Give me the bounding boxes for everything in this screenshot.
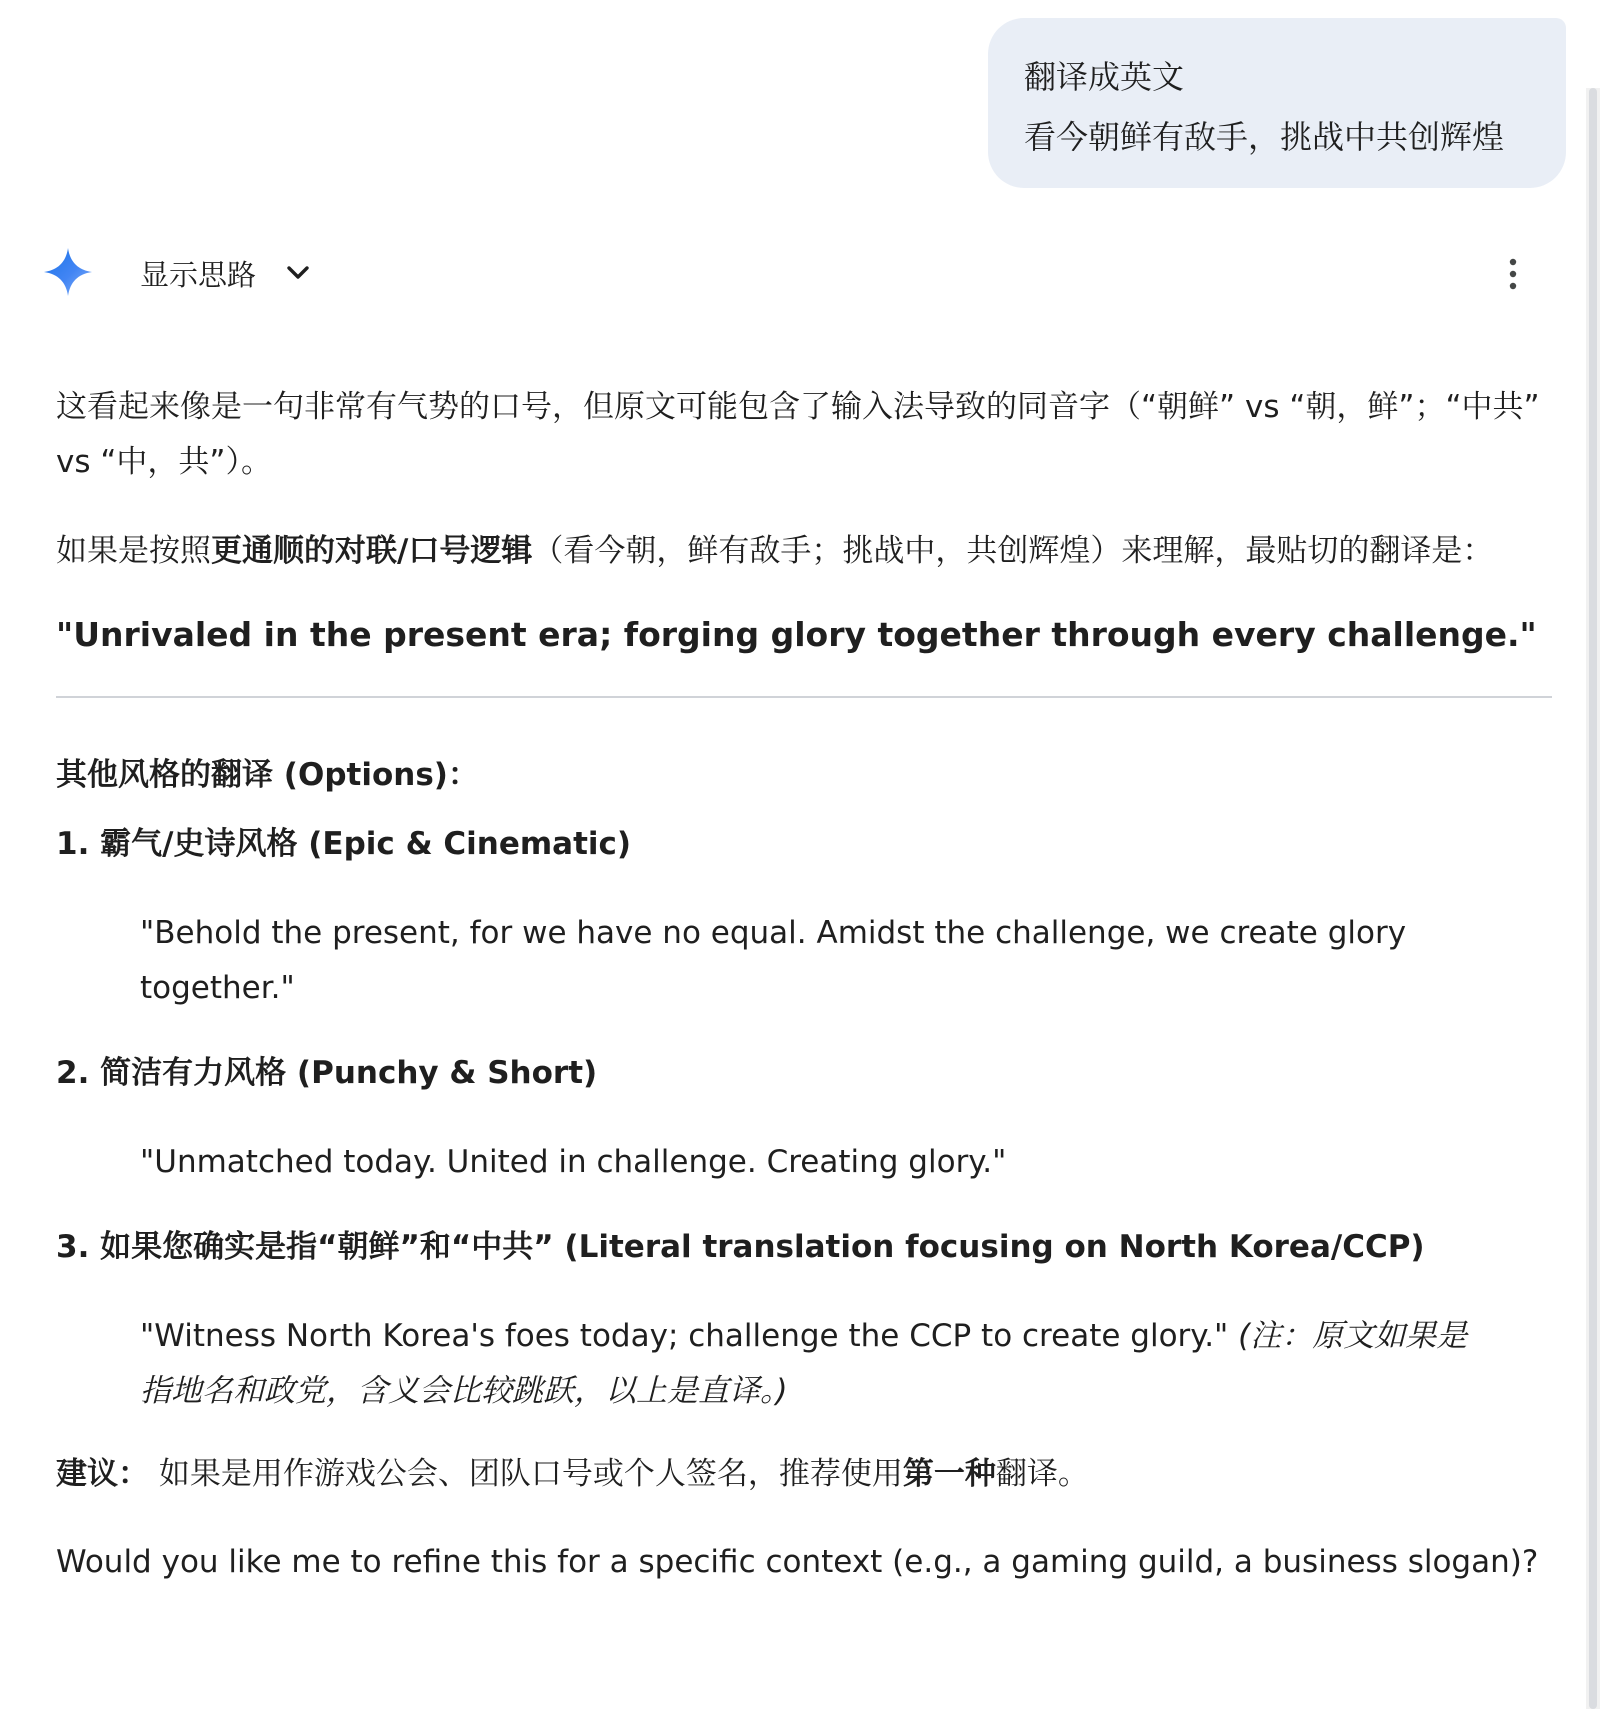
condition-text-pre: 如果是按照 [56,533,211,569]
show-thinking-button[interactable] [140,250,314,296]
closing-question: Would you like me to refine this for a specific context (e.g., a gaming guild, a business slogan)? [56,1544,1539,1580]
chevron-down-icon [282,257,314,289]
suggestion-label: 建议： [56,1456,149,1492]
condition-paragraph [56,524,1552,579]
main-translation: "Unrivaled in the present era; forging glory together through every challenge." [56,615,1537,654]
scrollbar-thumb[interactable] [1589,88,1597,1709]
condition-text-bold: 更通顺的对联/口号逻辑 [211,533,533,569]
user-message-line-2: 看今朝鲜有敌手，挑战中共创辉煌 [1024,118,1505,156]
option-2-quote: "Unmatched today. United in challenge. Creating glory." [140,1144,1007,1180]
model-response-header [42,246,1542,306]
option-3-title: 3. 如果您确实是指“朝鲜”和“中共” (Literal translation focusing on North Korea/CCP) [56,1229,1425,1265]
show-thinking-label: 显示思路 [140,257,257,292]
suggestion-text-post: 翻译。 [995,1456,1089,1492]
option-1-quote: "Behold the present, for we have no equal. Amidst the challenge, we create glory together." [140,915,1407,1006]
option-2-title: 2. 简洁有力风格 (Punchy & Short) [56,1055,598,1091]
section-divider [56,696,1552,698]
scrollbar-track[interactable] [1586,88,1600,1709]
options-heading: 其他风格的翻译 (Options)： [56,757,479,793]
gemini-spark-icon [42,246,94,298]
option-3-note: (注：原文如果是指地名和政党，含义会比较跳跃，以上是直译。) [140,1318,1468,1409]
model-response-body [56,380,1552,1590]
suggestion-text-pre: 如果是用作游戏公会、团队口号或个人签名，推荐使用 [149,1456,903,1492]
more-vert-icon[interactable] [1508,258,1518,290]
user-message-line-1: 翻译成英文 [1024,58,1185,96]
option-1-title: 1. 霸气/史诗风格 (Epic & Cinematic) [56,826,632,862]
suggestion-text-bold: 第一种 [902,1456,996,1492]
option-3-quote-block [140,1309,1470,1419]
user-message-bubble [988,18,1566,188]
condition-text-post: （看今朝，鲜有敌手；挑战中，共创辉煌）来理解，最贴切的翻译是： [532,533,1494,569]
option-3-quote: "Witness North Korea's foes today; challenge the CCP to create glory." [140,1318,1229,1354]
suggestion-paragraph [56,1447,1552,1502]
intro-paragraph: 这看起来像是一句非常有气势的口号，但原文可能包含了输入法导致的同音字（“朝鲜” vs “朝，鲜”；“中共” vs “中，共”）。 [56,389,1540,480]
